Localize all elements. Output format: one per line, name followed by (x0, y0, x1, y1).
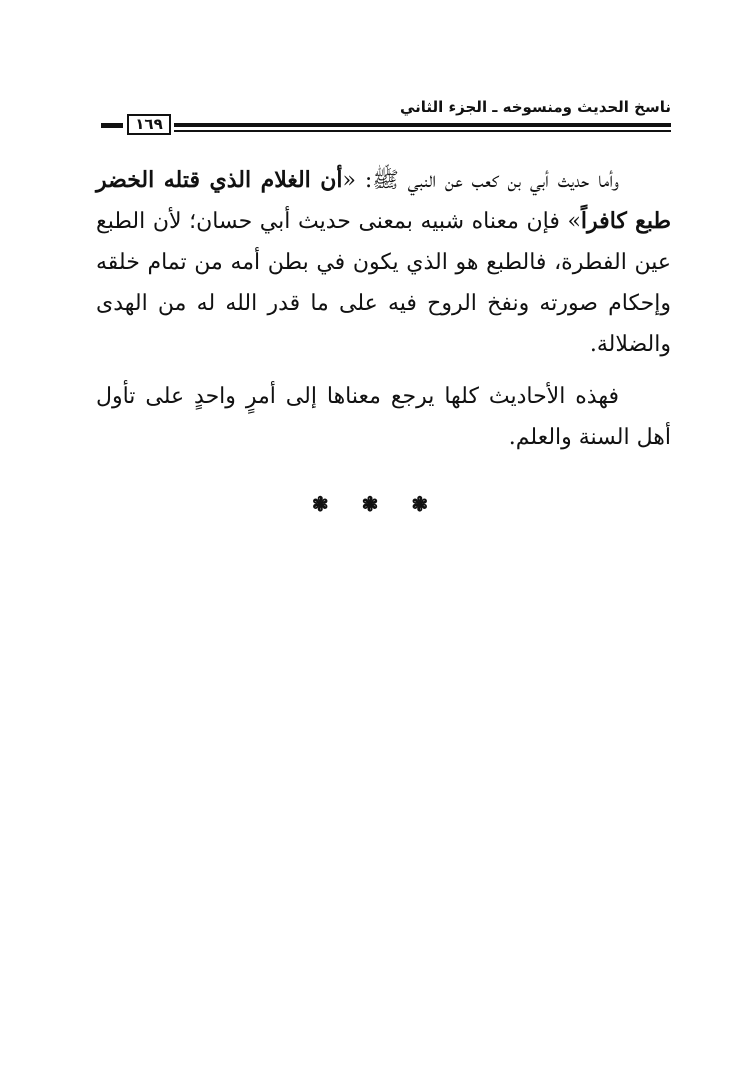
paragraph-1-intro: وأما حديث أبي بن كعب عن النبي ﷺ: « (342, 168, 619, 193)
section-separator: ❃ ❃ ❃ (311, 492, 431, 516)
header-title: ناسخ الحديث ومنسوخه ـ الجزء الثاني (399, 98, 671, 116)
main-text (96, 160, 671, 458)
header-ornament-dash (101, 123, 123, 128)
hadith-quote: أن الغلام الذي قتله الخضر طبع كافراً (96, 167, 671, 234)
header-rule-thick (174, 123, 671, 127)
paragraph-1 (96, 160, 671, 365)
header-rule-thin (174, 130, 671, 132)
paragraph-2: فهذه الأحاديث كلها يرجع معناها إلى أمرٍ واحدٍ على تأول أهل السنة والعلم. (96, 384, 671, 450)
running-header (96, 96, 671, 146)
page-number: ١٦٩ (127, 114, 171, 135)
paragraph-1-rest: » فإن معناه شبيه بمعنى حديث أبي حسان؛ لأن الطبع عين الفطرة، فالطبع هو الذي يكون في بطن أمه من تمام خلقه وإحكام صورته ونفخ الروح فيه على ما قدر الله له من الهدى والضلالة. (96, 209, 671, 357)
